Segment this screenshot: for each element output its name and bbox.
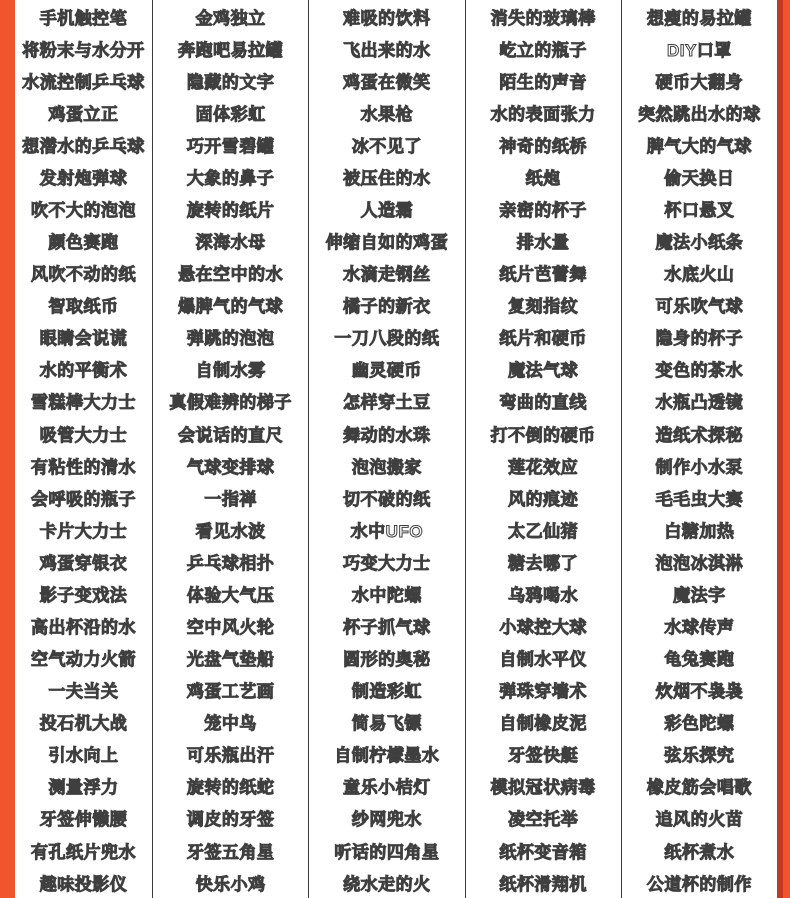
experiment-item: 牙签伸懒腰 [39,810,128,830]
experiment-item: 调皮的牙签 [186,810,275,830]
experiment-item: 凌空托举 [508,810,579,830]
column-4 [466,0,622,898]
experiment-item: 旋转的纸片 [186,201,275,220]
experiment-item: 杯口悬叉 [664,201,735,220]
experiment-item: 毛毛虫大赛 [655,489,744,509]
experiment-item: 有粘性的清水 [31,457,136,477]
experiment-item: 舞动的水珠 [343,425,431,445]
experiment-item: 智取纸币 [48,297,119,317]
experiment-item: 魔法小纸条 [655,233,744,253]
experiment-item: 简易飞镖 [351,714,422,734]
experiment-item: 屹立的瓶子 [499,40,587,60]
experiment-item: 气球变排球 [186,457,275,477]
experiment-item: 造纸术探秘 [655,425,744,445]
experiment-item: 亲密的杯子 [499,201,587,220]
experiment-item: 变色的茶水 [655,361,744,381]
experiment-grid [15,0,777,898]
experiment-item: 制作小水泵 [655,457,744,477]
right-accent-bar [777,0,790,898]
experiment-item: 陌生的声音 [499,72,587,92]
experiment-item: 隐身的杯子 [655,329,744,349]
experiment-item: 泡泡冰淇淋 [655,553,744,573]
experiment-item: 会呼吸的瓶子 [31,489,136,509]
experiment-item: 魔法字 [673,585,726,605]
experiment-item: 偷天换日 [664,168,735,188]
experiment-item: 手机触控笔 [39,8,128,28]
experiment-item: 深海水母 [195,233,266,253]
experiment-item: 公道杯的制作 [646,874,752,894]
experiment-item: 想瘦的易拉罐 [646,8,752,28]
experiment-item: 一夫当关 [48,682,119,702]
experiment-item: 乌鸦喝水 [508,585,579,605]
experiment-item: 大象的鼻子 [186,168,275,188]
experiment-item: 弹跳的泡泡 [186,329,275,349]
experiment-item: 消失的玻璃棒 [490,8,596,28]
experiment-item: 神奇的纸桥 [499,136,587,156]
experiment-item: 可乐吹气球 [655,297,744,317]
experiment-item: 橡皮筋会唱歌 [646,778,752,798]
experiment-item: 巧开雪碧罐 [186,136,275,156]
column-2 [153,0,309,898]
experiment-item: 想潜水的乒乓球 [22,136,145,156]
experiment-item: 伸缩自如的鸡蛋 [325,233,449,253]
experiment-item: 水的平衡术 [39,361,128,381]
experiment-item: 一刀八段的纸 [334,329,440,349]
experiment-item: 自制水雾 [195,361,266,381]
experiment-item: 幽灵硬币 [351,361,422,381]
experiment-item: 排水量 [516,233,570,253]
experiment-item: 鸡蛋立正 [48,104,119,124]
experiment-item: 牙签快艇 [508,746,579,766]
experiment-item: 杯子抓气球 [343,618,431,638]
experiment-item: 小球控大球 [499,618,587,638]
experiment-item: 模拟冠状病毒 [490,778,596,798]
experiment-item: 鸡蛋在微笑 [343,72,431,92]
experiment-item: 龟兔赛跑 [664,650,735,670]
experiment-item: 吸管大力士 [39,425,128,445]
experiment-item: 体验大气压 [186,585,275,605]
experiment-item: 橘子的新衣 [343,297,431,317]
experiment-item: 快乐小鸡 [195,874,266,894]
experiment-item: 白糖加热 [664,521,735,541]
experiment-item: 水果枪 [360,104,414,124]
experiment-item: 旋转的纸蛇 [186,778,275,798]
experiment-item: 圆形的奥秘 [343,650,431,670]
experiment-item: 牙签五角星 [186,842,275,862]
experiment-item: 颜色赛跑 [48,233,119,253]
experiment-item: 难吸的饮料 [343,8,431,28]
experiment-item: 脾气大的气球 [646,136,752,156]
experiment-item: 人造霜 [360,201,414,220]
experiment-item: 纱网兜水 [351,810,422,830]
experiment-item: 冰不见了 [351,136,422,156]
experiment-item: 水滴走钢丝 [343,265,431,285]
column-1 [15,0,153,898]
experiment-item: 乒乓球相扑 [186,553,275,573]
experiment-item: 莲花效应 [508,457,579,477]
experiment-item: 奔跑吧易拉罐 [178,40,284,60]
experiment-item: 一指禅 [204,489,257,509]
experiment-item: 空中风火轮 [186,618,275,638]
experiment-item: 纸片和硬币 [499,329,587,349]
experiment-item: 硬币大翻身 [655,72,744,92]
experiment-item: 被压住的水 [343,168,431,188]
experiment-item: 水瓶凸透镜 [655,393,744,413]
experiment-item: 隐藏的文字 [186,72,275,92]
experiment-item: 空气动力火箭 [31,650,136,670]
experiment-item: 复刻指纹 [508,297,579,317]
experiment-item: 彩色陀螺 [664,714,735,734]
experiment-item: 自制柠檬墨水 [334,746,440,766]
experiment-item: 绕水走的火 [343,874,431,894]
experiment-item: 水的表面张力 [490,104,596,124]
experiment-item: 固体彩虹 [195,104,266,124]
experiment-item: 纸杯煮水 [664,842,735,862]
experiment-item: 纸片芭蕾舞 [499,265,587,285]
experiment-item: 金鸡独立 [195,8,266,28]
left-accent-bar [0,0,15,898]
experiment-item: 投石机大战 [39,714,128,734]
experiment-item: 卡片大力士 [39,521,128,541]
experiment-item: 弯曲的直线 [499,393,587,413]
experiment-item: 童乐小桔灯 [343,778,431,798]
experiment-item: 水球传声 [664,618,735,638]
experiment-item: 突然跳出水的球 [638,104,761,124]
experiment-item: 鸡蛋工艺画 [186,682,275,702]
experiment-item: 吹不大的泡泡 [31,201,136,220]
experiment-item: 切不破的纸 [343,489,431,509]
experiment-item: 巧变大力士 [343,553,431,573]
experiment-item: 会说话的直尺 [178,425,284,445]
column-5 [622,0,777,898]
experiment-item: 风吹不动的纸 [31,265,136,285]
experiment-item: 将粉末与水分开 [22,40,145,60]
experiment-item: 自制橡皮泥 [499,714,587,734]
experiment-item: 高出杯沿的水 [31,618,136,638]
experiment-item: 弦乐探究 [664,746,735,766]
experiment-item: 雪糕棒大力士 [31,393,136,413]
experiment-item: 炊烟不袅袅 [655,682,744,702]
experiment-item: 水中UFO [350,521,424,541]
experiment-item: 打不倒的硬币 [490,425,596,445]
experiment-item: 爆脾气的气球 [178,297,284,317]
experiment-item: 自制水平仪 [499,650,587,670]
experiment-item: 影子变戏法 [39,585,128,605]
experiment-item: 飞出来的水 [343,40,431,60]
experiment-item: 怎样穿土豆 [343,393,431,413]
experiment-item: 风的痕迹 [508,489,579,509]
experiment-item: 趣味投影仪 [39,874,128,894]
column-3 [309,0,465,898]
experiment-item: 糖去哪了 [508,553,579,573]
experiment-item: 悬在空中的水 [178,265,284,285]
experiment-item: 水中陀螺 [351,585,422,605]
experiment-item: 测量浮力 [48,778,119,798]
experiment-item: 看见水波 [195,521,266,541]
experiment-item: 水底火山 [664,265,735,285]
right-accent-bright-stripe [783,0,790,898]
experiment-item: 听话的四角星 [334,842,440,862]
experiment-item: 泡泡搬家 [351,457,422,477]
experiment-item: 制造彩虹 [351,682,422,702]
experiment-item: 引水向上 [48,746,119,766]
experiment-item: 有孔纸片兜水 [31,842,136,862]
experiment-item: 魔法气球 [508,361,579,381]
experiment-item: 眼睛会说谎 [39,329,128,349]
experiment-item: 水流控制乒乓球 [22,72,145,92]
experiment-item: 真假难辨的梯子 [169,393,292,413]
experiment-item: 纸杯变音箱 [499,842,587,862]
experiment-item: 光盘气垫船 [186,650,275,670]
experiment-item: 纸炮 [525,168,561,188]
experiment-item: 追风的火苗 [655,810,744,830]
experiment-item: 弹珠穿墙术 [499,682,587,702]
experiment-item: 笼中鸟 [204,714,257,734]
experiment-item: 发射炮弹球 [39,168,128,188]
experiment-item: 纸杯滑翔机 [499,874,587,894]
experiment-item: 太乙仙猪 [508,521,579,541]
experiment-item: 鸡蛋穿银衣 [39,553,128,573]
experiment-item: 可乐瓶出汗 [186,746,275,766]
experiment-item: DIY口罩 [666,40,732,60]
